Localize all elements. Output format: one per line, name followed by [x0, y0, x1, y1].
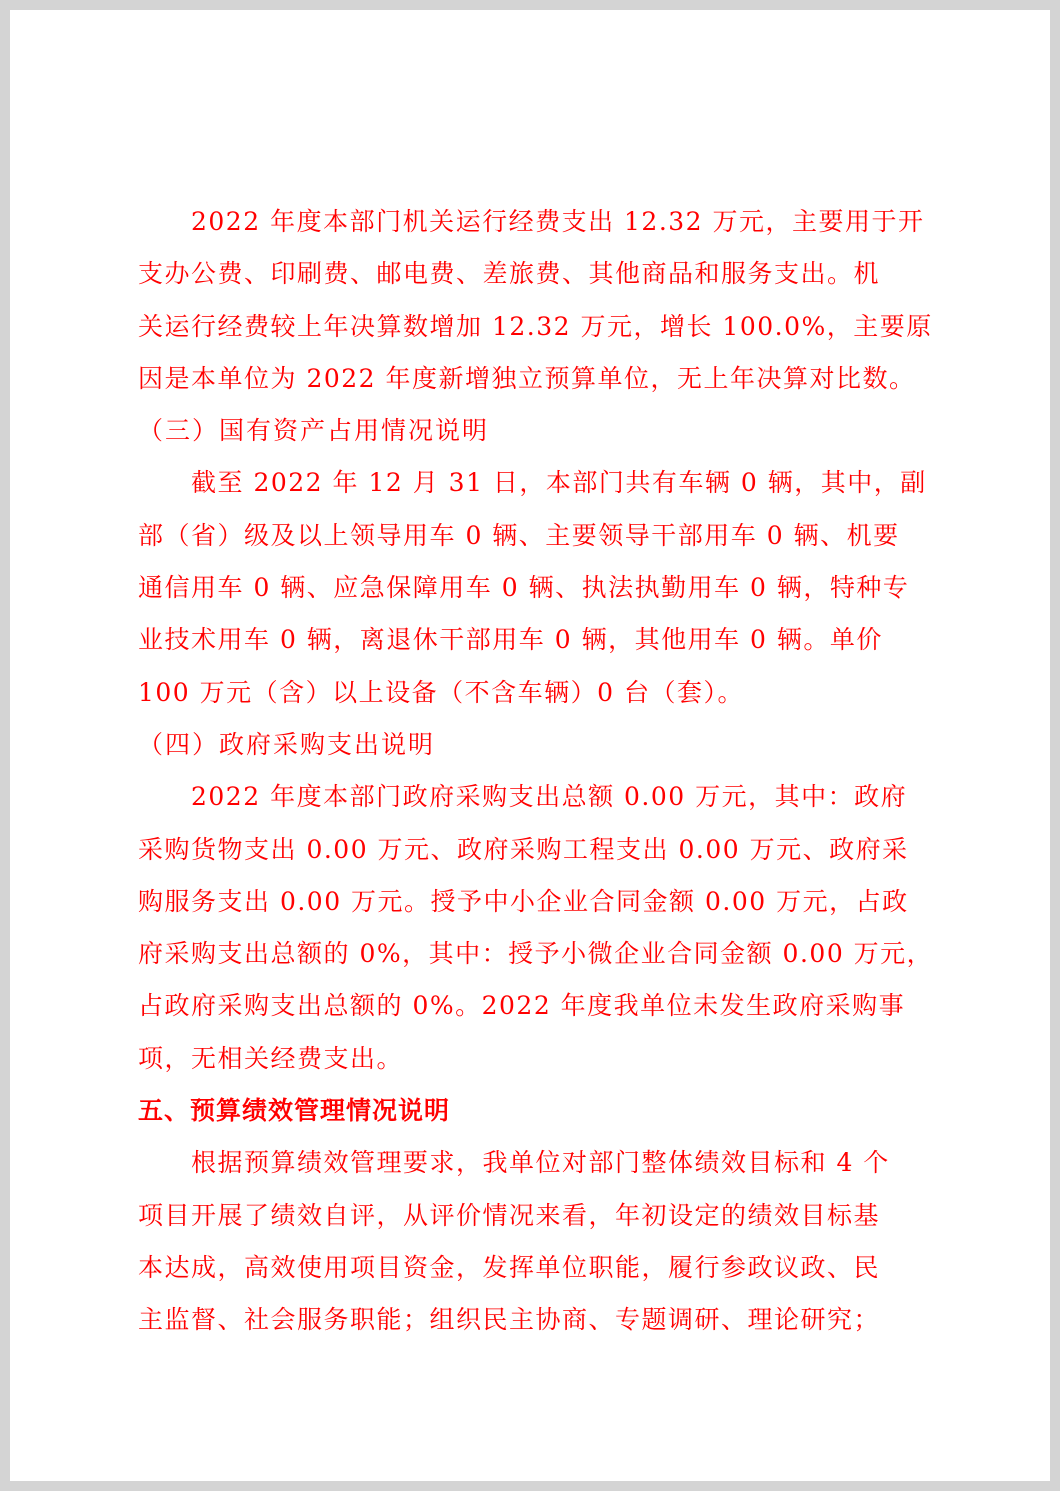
section-heading-state-assets: （三）国有资产占用情况说明	[138, 416, 490, 446]
paragraph-performance-line-1: 根据预算绩效管理要求，我单位对部门整体绩效目标和 4 个	[191, 1148, 890, 1178]
paragraph-procurement-line-3: 购服务支出 0.00 万元。授予中小企业合同金额 0.00 万元，占政	[138, 886, 909, 916]
paragraph-procurement-line-6: 项，无相关经费支出。	[138, 1043, 404, 1073]
paragraph-vehicles-line-4: 业技术用车 0 辆，离退休干部用车 0 辆，其他用车 0 辆。单价	[138, 625, 883, 655]
paragraph-performance-line-4: 主监督、社会服务职能；组织民主协商、专题调研、理论研究；	[138, 1305, 881, 1335]
paragraph-procurement-line-2: 采购货物支出 0.00 万元、政府采购工程支出 0.00 万元、政府采	[138, 834, 909, 864]
paragraph-procurement-line-5: 占政府采购支出总额的 0%。2022 年度我单位未发生政府采购事	[138, 991, 906, 1021]
paragraph-office-expenses-line-1: 2022 年度本部门机关运行经费支出 12.32 万元，主要用于开	[191, 207, 925, 236]
paragraph-procurement-line-4: 府采购支出总额的 0%，其中：授予小微企业合同金额 0.00 万元，	[138, 939, 934, 969]
document-page	[10, 10, 1050, 1481]
paragraph-office-expenses-line-3: 关运行经费较上年决算数增加 12.32 万元，增长 100.0%，主要原	[138, 311, 933, 341]
paragraph-office-expenses-line-4: 因是本单位为 2022 年度新增独立预算单位，无上年决算对比数。	[138, 363, 916, 393]
document-body	[138, 196, 934, 1347]
paragraph-procurement-line-1: 2022 年度本部门政府采购支出总额 0.00 万元，其中：政府	[191, 782, 908, 812]
paragraph-vehicles-line-3: 通信用车 0 辆、应急保障用车 0 辆、执法执勤用车 0 辆，特种专	[138, 573, 910, 603]
paragraph-performance-line-2: 项目开展了绩效自评，从评价情况来看，年初设定的绩效目标基	[138, 1200, 881, 1230]
paragraph-vehicles-line-1: 截至 2022 年 12 月 31 日，本部门共有车辆 0 辆，其中，副	[191, 468, 927, 498]
section-heading-performance-management: 五、预算绩效管理情况说明	[138, 1096, 451, 1126]
section-heading-government-procurement: （四）政府采购支出说明	[138, 729, 436, 759]
paragraph-vehicles-line-5: 100 万元（含）以上设备（不含车辆）0 台（套）。	[138, 677, 745, 707]
paragraph-office-expenses-line-2: 支办公费、印刷费、邮电费、差旅费、其他商品和服务支出。机	[138, 259, 881, 289]
paragraph-performance-line-3: 本达成，高效使用项目资金，发挥单位职能，履行参政议政、民	[138, 1252, 881, 1282]
paragraph-vehicles-line-2: 部（省）级及以上领导用车 0 辆、主要领导干部用车 0 辆、机要	[138, 520, 900, 550]
